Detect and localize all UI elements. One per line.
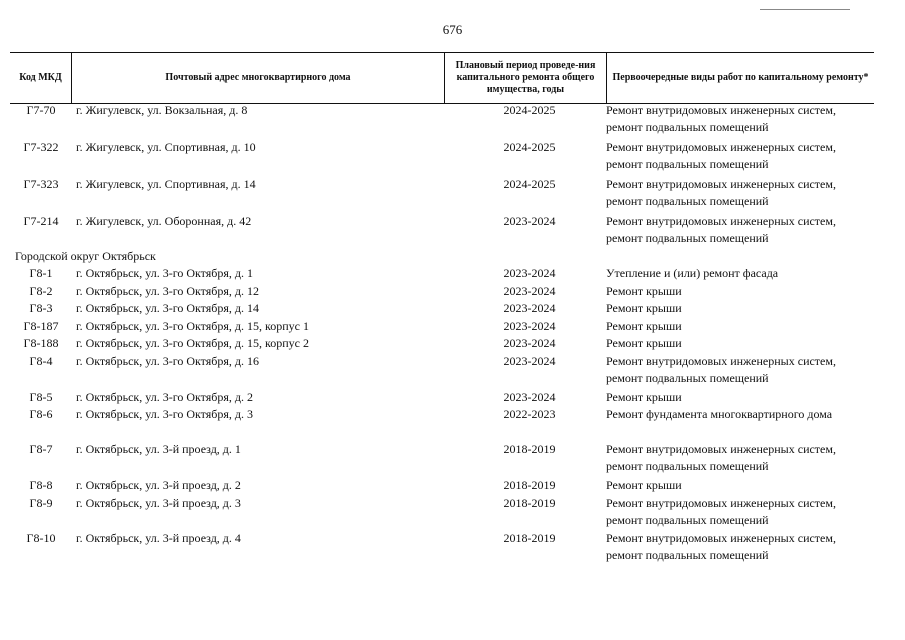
- repair-period: 2018-2019: [503, 478, 556, 492]
- repair-works-line: ремонт подвальных помещений: [606, 459, 769, 473]
- repair-works-line: Ремонт внутридомовых инженерных систем,: [606, 495, 836, 510]
- repair-works-line: ремонт подвальных помещений: [606, 547, 769, 562]
- repair-period: 2023-2024: [503, 318, 556, 333]
- table-body: [10, 102, 874, 566]
- repair-works-line: ремонт подвальных помещений: [606, 370, 769, 385]
- table-row: [10, 441, 874, 477]
- repair-works: [606, 102, 874, 136]
- postal-address: г. Октябрьск, ул. 3-й проезд, д. 1: [76, 442, 241, 456]
- repair-period: 2022-2023: [503, 407, 556, 421]
- repair-works: [606, 283, 874, 300]
- repair-period: 2018-2019: [503, 530, 556, 545]
- mkd-code: Г8-6: [29, 407, 53, 421]
- mkd-code: Г8-8: [29, 478, 53, 492]
- table-row: [10, 300, 874, 318]
- repair-works-line: Ремонт крыши: [606, 478, 682, 492]
- postal-address: г. Октябрьск, ул. 3-го Октября, д. 15, корпус 2: [76, 336, 309, 350]
- section-title: Городской округ Октябрьск: [15, 249, 156, 263]
- mkd-code: Г7-70: [26, 103, 56, 117]
- table-row: [10, 495, 874, 530]
- postal-address: г. Жигулевск, ул. Вокзальная, д. 8: [76, 103, 248, 117]
- repair-works-line: ремонт подвальных помещений: [606, 157, 769, 171]
- table-row: [10, 406, 874, 441]
- repair-works-line: ремонт подвальных помещений: [606, 512, 769, 527]
- repair-period: 2023-2024: [503, 301, 556, 315]
- repair-period: 2024-2025: [503, 140, 556, 154]
- repair-works: [606, 495, 874, 529]
- mkd-code: Г7-323: [23, 177, 59, 191]
- repair-period: 2018-2019: [503, 442, 556, 456]
- repair-works-line: Ремонт фундамента многоквартирного дома: [606, 407, 833, 421]
- table-row: [10, 530, 874, 566]
- mkd-code: Г8-7: [29, 442, 53, 456]
- repair-works: [606, 406, 874, 423]
- repair-works: [606, 213, 874, 247]
- mkd-code: Г8-10: [26, 530, 56, 545]
- repair-works: [606, 530, 874, 564]
- mkd-code: Г8-1: [29, 266, 53, 280]
- postal-address: г. Октябрьск, ул. 3-го Октября, д. 12: [76, 283, 259, 298]
- postal-address: г. Октябрьск, ул. 3-го Октября, д. 1: [76, 266, 253, 280]
- repair-works-line: ремонт подвальных помещений: [606, 194, 769, 208]
- table-row: [10, 318, 874, 336]
- postal-address: г. Октябрьск, ул. 3-й проезд, д. 2: [76, 478, 241, 492]
- mkd-code: Г8-2: [29, 283, 53, 298]
- repair-works: [606, 477, 874, 494]
- repair-works-line: ремонт подвальных помещений: [606, 120, 769, 134]
- page-number: 676: [442, 22, 463, 37]
- postal-address: г. Октябрьск, ул. 3-го Октября, д. 3: [76, 407, 253, 421]
- mkd-code: Г8-187: [23, 318, 59, 333]
- table-row: [10, 265, 874, 283]
- repair-works: [606, 176, 874, 210]
- repair-works-line: Ремонт крыши: [606, 301, 682, 315]
- mkd-code: Г7-322: [23, 140, 59, 154]
- repair-works: [606, 335, 874, 352]
- table-row: [10, 176, 874, 213]
- mkd-code: Г8-4: [29, 353, 53, 368]
- repair-period: 2018-2019: [503, 495, 556, 510]
- repair-period: 2023-2024: [503, 283, 556, 298]
- repair-period: 2023-2024: [503, 214, 556, 228]
- mkd-code: Г8-3: [29, 301, 53, 315]
- postal-address: г. Жигулевск, ул. Спортивная, д. 10: [76, 140, 256, 154]
- repair-period: 2023-2024: [503, 266, 556, 280]
- header-period: Плановый период проведе-ния капитального ремонта общего имущества, годы: [445, 53, 607, 103]
- repair-works-line: Ремонт внутридомовых инженерных систем,: [606, 353, 836, 368]
- mkd-code: Г7-214: [23, 214, 59, 228]
- repair-works: [606, 441, 874, 475]
- corner-mark: [760, 9, 850, 10]
- postal-address: г. Жигулевск, ул. Оборонная, д. 42: [76, 214, 252, 228]
- header-address: Почтовый адрес многоквартирного дома: [72, 53, 445, 103]
- repair-works-line: Ремонт внутридомовых инженерных систем,: [606, 530, 836, 545]
- repair-works-line: ремонт подвальных помещений: [606, 231, 769, 245]
- repair-period: 2023-2024: [503, 353, 556, 368]
- postal-address: г. Октябрьск, ул. 3-й проезд, д. 4: [76, 530, 241, 545]
- repair-works: [606, 265, 874, 282]
- table-row: [10, 335, 874, 353]
- repair-works-line: Утепление и (или) ремонт фасада: [606, 266, 779, 280]
- repair-period: 2023-2024: [503, 389, 556, 404]
- repair-period: 2024-2025: [503, 177, 556, 191]
- repair-works: [606, 300, 874, 317]
- mkd-code: Г8-9: [29, 495, 53, 510]
- repair-works-line: Ремонт крыши: [606, 389, 682, 404]
- repair-works-line: Ремонт внутридомовых инженерных систем,: [606, 177, 836, 191]
- table-row: [10, 477, 874, 495]
- header-code: Код МКД: [10, 53, 72, 103]
- repair-works-line: Ремонт крыши: [606, 283, 682, 298]
- postal-address: г. Октябрьск, ул. 3-го Октября, д. 2: [76, 389, 253, 404]
- postal-address: г. Жигулевск, ул. Спортивная, д. 14: [76, 177, 256, 191]
- mkd-code: Г8-188: [23, 336, 59, 350]
- postal-address: г. Октябрьск, ул. 3-го Октября, д. 16: [76, 353, 259, 368]
- repair-works-line: Ремонт внутридомовых инженерных систем,: [606, 214, 836, 228]
- postal-address: г. Октябрьск, ул. 3-го Октября, д. 15, корпус 1: [76, 318, 309, 333]
- table-row: [10, 353, 874, 389]
- repair-works-line: Ремонт внутридомовых инженерных систем,: [606, 103, 836, 117]
- repair-works-line: Ремонт крыши: [606, 318, 682, 333]
- repair-works-line: Ремонт крыши: [606, 336, 682, 350]
- table-row: [10, 139, 874, 176]
- repair-period: 2023-2024: [503, 336, 556, 350]
- repair-works: [606, 318, 874, 335]
- table-row: [10, 389, 874, 407]
- repair-works: [606, 389, 874, 406]
- postal-address: г. Октябрьск, ул. 3-го Октября, д. 14: [76, 301, 259, 315]
- postal-address: г. Октябрьск, ул. 3-й проезд, д. 3: [76, 495, 241, 510]
- table-row: [10, 283, 874, 301]
- repair-period: 2024-2025: [503, 103, 556, 117]
- repair-works: [606, 139, 874, 173]
- header-works: Первоочередные виды работ по капитальному ремонту*: [612, 72, 869, 83]
- table-row: [10, 213, 874, 248]
- table-row: [10, 102, 874, 139]
- repair-works-line: Ремонт внутридомовых инженерных систем,: [606, 442, 836, 456]
- table-header: [10, 52, 874, 104]
- repair-works: [606, 353, 874, 387]
- repair-works-line: Ремонт внутридомовых инженерных систем,: [606, 140, 836, 154]
- mkd-code: Г8-5: [29, 389, 53, 404]
